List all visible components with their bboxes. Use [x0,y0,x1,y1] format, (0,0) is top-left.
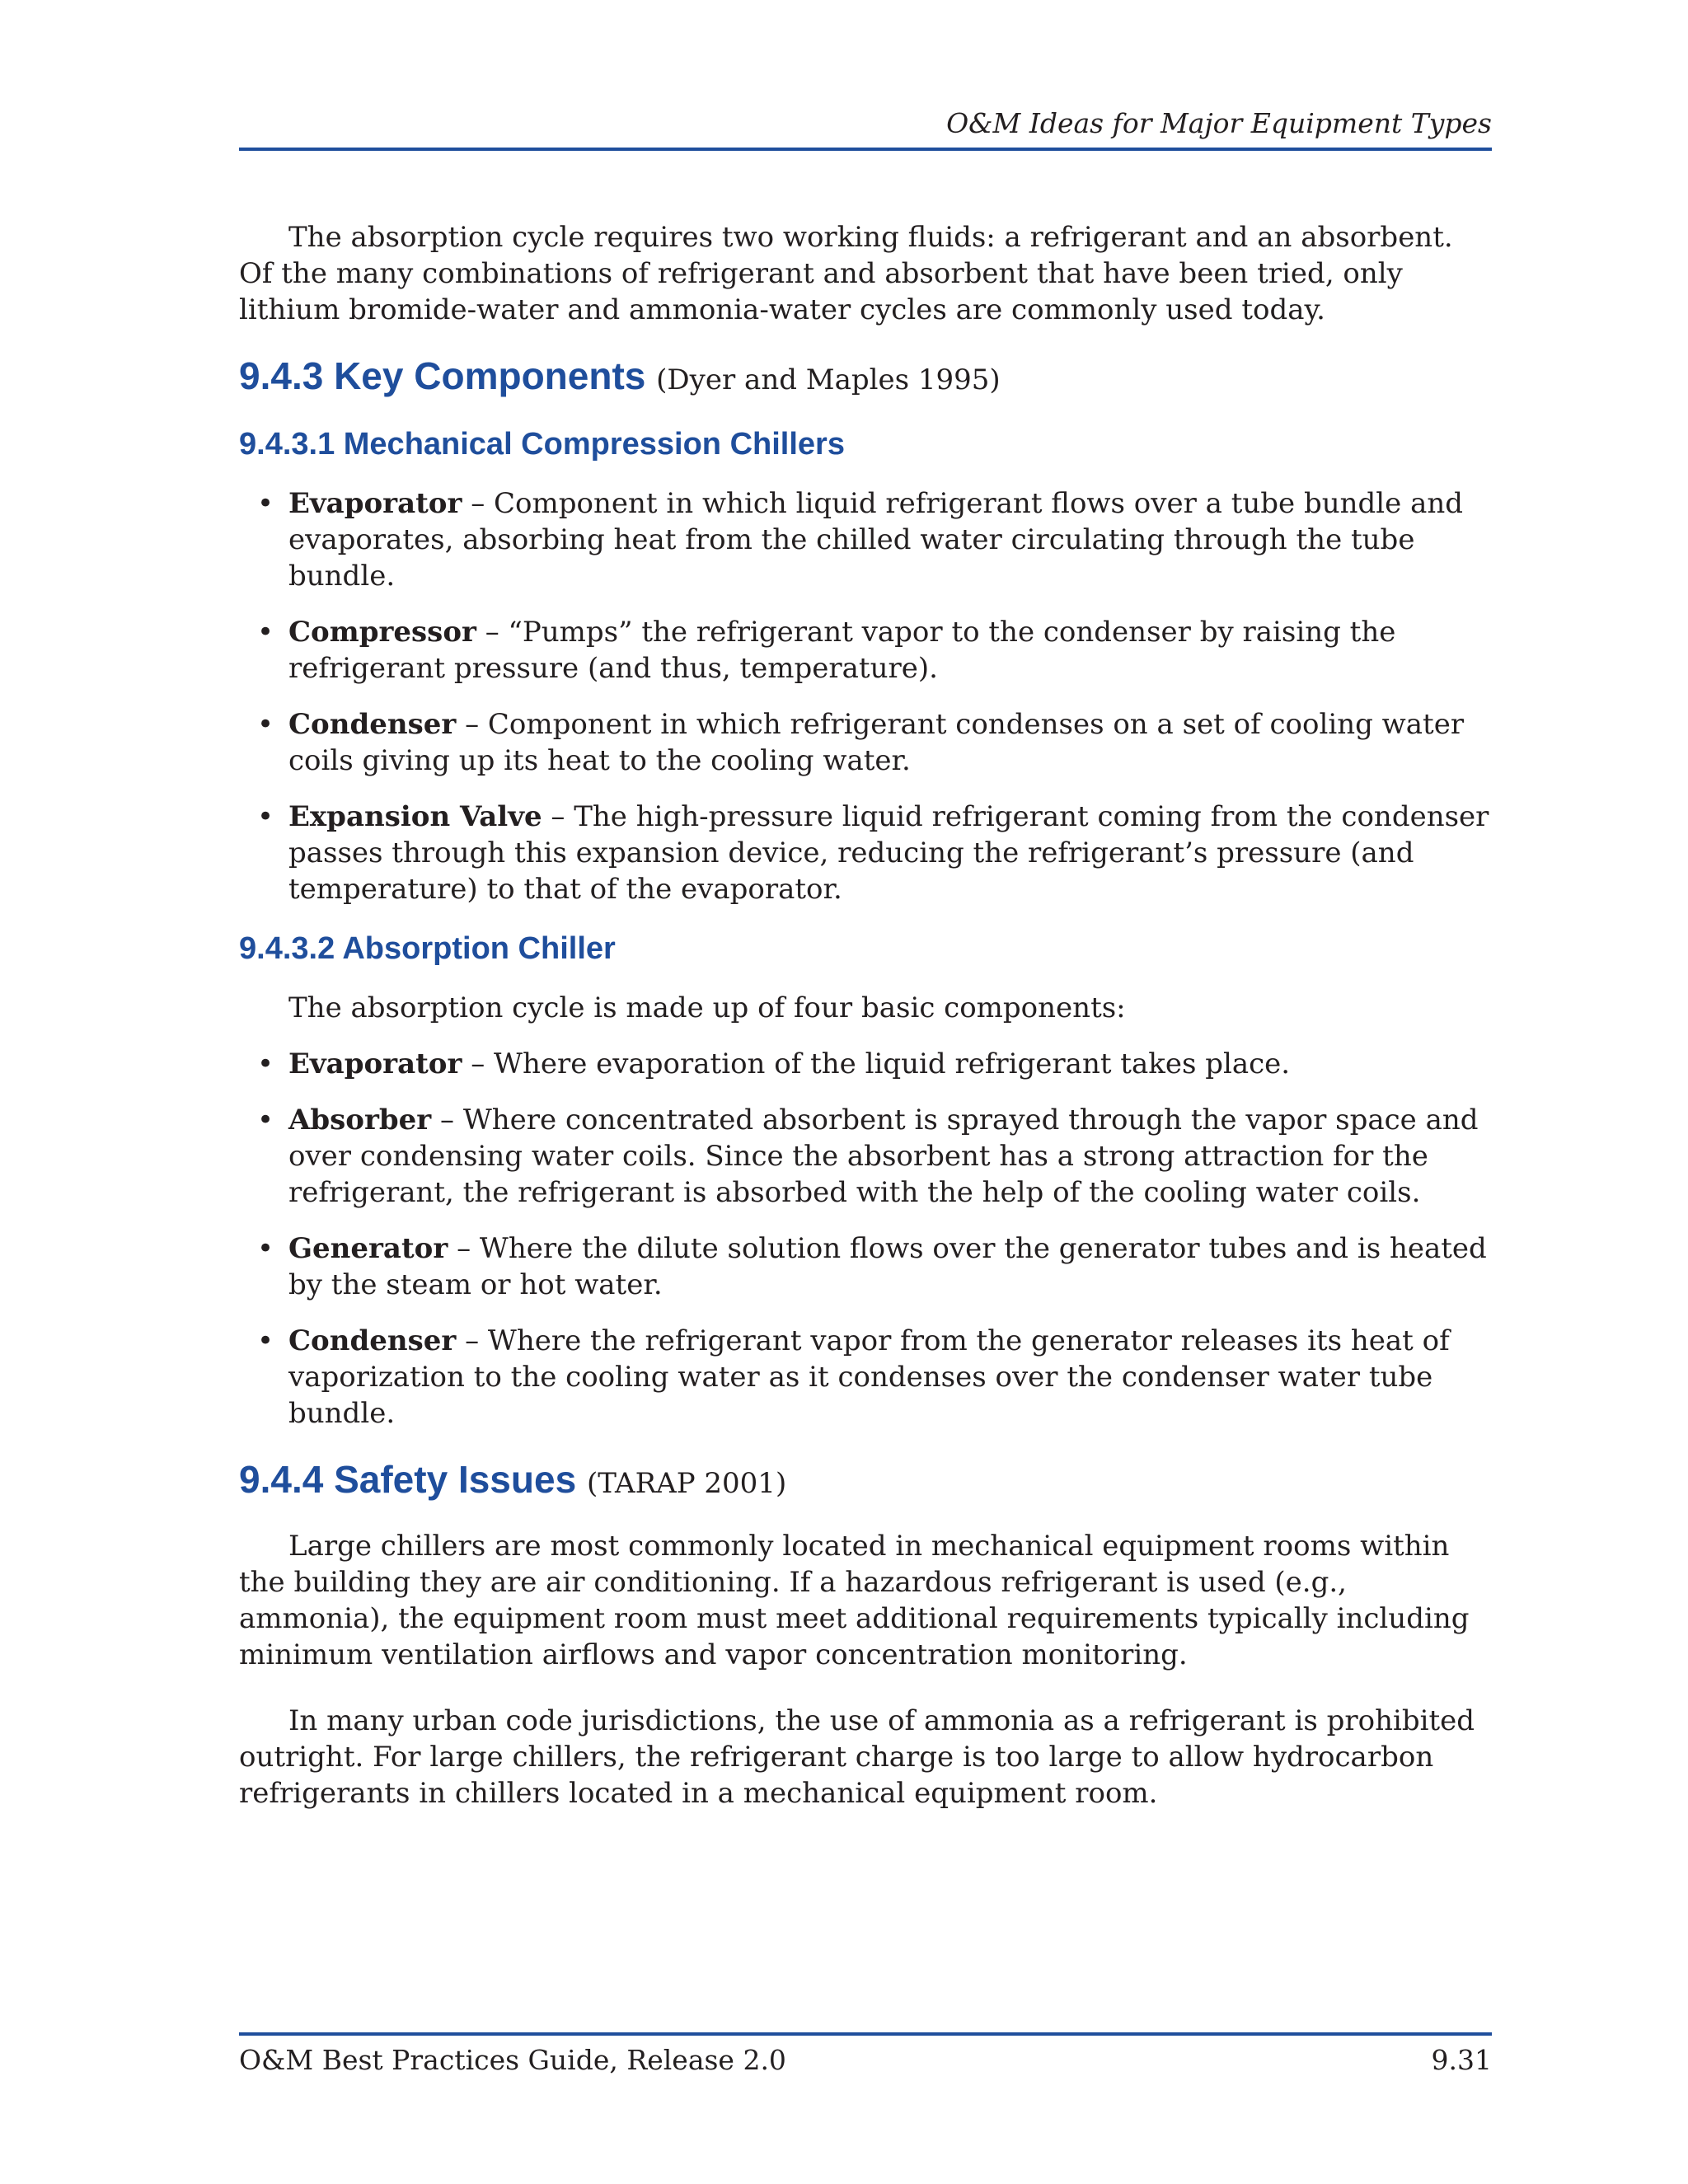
safety-paragraph-1: Large chillers are most commonly located in mechanical equipment rooms within the building they are air conditioning. If a hazardous refrigerant is used (e.g., ammonia), the equipment room must meet additional requirements typically including minimum ventilation airflows and vapor concentration monitoring. [239,1530,1470,1671]
page-number: 9.31 [1431,2044,1492,2076]
section-9-4-3-citation: (Dyer and Maples 1995) [656,363,1001,396]
section-9-4-3-title: 9.4.3 Key Components [239,354,646,397]
list-item [239,1230,1492,1303]
footer-rule [239,2032,1492,2036]
item-description: – Component in which liquid refrigerant flows over a tube bundle and evaporates, absorbing heat from the chilled water circulating through the tube bundle. [288,487,1464,593]
list-item [239,1046,1492,1082]
item-term: Condenser [288,1324,457,1357]
list-item [239,706,1492,779]
subsection-9-4-3-2-heading: 9.4.3.2 Absorption Chiller [239,931,616,966]
subsection-9-4-3-1-heading: 9.4.3.1 Mechanical Compression Chillers [239,427,845,462]
bullet-icon: • [257,1232,274,1265]
bullet-icon: • [257,800,274,833]
absorption-intro-paragraph: The absorption cycle is made up of four basic components: [288,991,1126,1024]
section-9-4-4-title: 9.4.4 Safety Issues [239,1458,577,1501]
item-description: – Where the refrigerant vapor from the generator releases its heat of vaporization to the cooling water as it condenses over the condenser water tube bundle. [288,1324,1450,1430]
bullet-icon: • [257,1104,274,1137]
item-term: Compressor [288,616,476,649]
section-9-4-4-citation: (TARAP 2001) [586,1467,787,1500]
bullet-icon: • [257,616,274,649]
list-item [239,614,1492,687]
list-item [239,485,1492,594]
list-item [239,1102,1492,1211]
item-description: – “Pumps” the refrigerant vapor to the condenser by raising the refrigerant pressure (and thus, temperature). [288,616,1396,685]
item-description: – The high-pressure liquid refrigerant coming from the condenser passes through this expansion device, reducing the refrigerant’s pressure (and temperature) to that of the evaporator. [288,800,1489,906]
list-item [239,1323,1492,1432]
bullet-icon: • [257,708,274,741]
item-description: – Where concentrated absorbent is sprayed through the vapor space and over condensing water coils. Since the absorbent has a strong attraction for the refrigerant, the refrigerant is absorbed with the help of the cooling water coils. [288,1104,1479,1209]
item-description: – Where evaporation of the liquid refrigerant takes place. [462,1047,1291,1080]
item-term: Expansion Valve [288,800,542,833]
item-term: Condenser [288,708,457,741]
intro-paragraph: The absorption cycle requires two working fluids: a refrigerant and an absorbent. Of the many combinations of refrigerant and absorbent that have been tried, only lithium bromide-water and ammonia-water cycles are commonly used today. [239,221,1453,326]
item-description: – Component in which refrigerant condenses on a set of cooling water coils giving up its heat to the cooling water. [288,708,1465,777]
item-description: – Where the dilute solution flows over the generator tubes and is heated by the steam or hot water. [288,1232,1487,1301]
section-9-4-3-heading [239,353,1492,403]
bullet-icon: • [257,1324,274,1357]
page-body [239,219,1492,1811]
header-rule [239,148,1492,151]
safety-paragraph-2: In many urban code jurisdictions, the use of ammonia as a refrigerant is prohibited outright. For large chillers, the refrigerant charge is too large to allow hydrocarbon refrigerants in chillers located in a mechanical equipment room. [239,1704,1475,1810]
bullet-icon: • [257,1047,274,1080]
item-term: Generator [288,1232,448,1265]
item-term: Absorber [288,1104,432,1137]
section-9-4-4-heading [239,1456,1492,1507]
item-term: Evaporator [288,487,462,520]
bullet-icon: • [257,487,274,520]
running-header: O&M Ideas for Major Equipment Types [946,107,1492,139]
footer-guide-title: O&M Best Practices Guide, Release 2.0 [239,2044,786,2076]
item-term: Evaporator [288,1047,462,1080]
absorption-components-list [239,1046,1492,1432]
list-item [239,799,1492,907]
mechanical-components-list [239,485,1492,907]
